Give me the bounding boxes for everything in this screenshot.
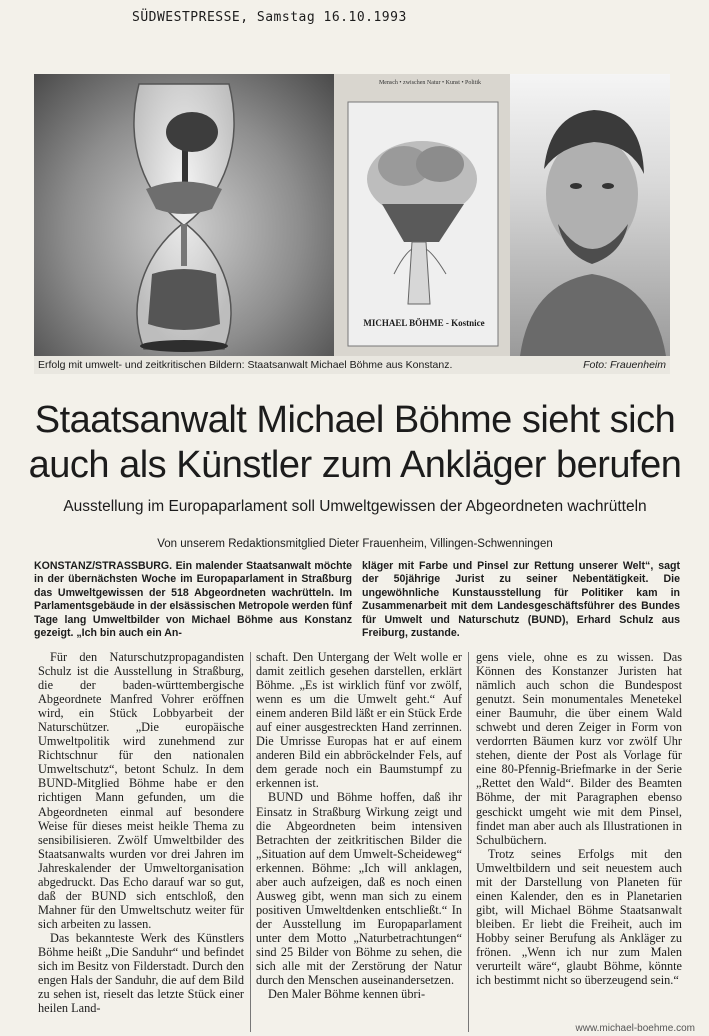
headline [20,398,690,488]
byline: Von unserem Redaktionsmitglied Dieter Frauenheim, Villingen-Schwenningen [157,538,553,550]
poster-graphic [334,74,510,356]
article-column-3 [476,650,682,1035]
photo-block [34,74,670,374]
photo-credit: Foto: Frauenheim [583,359,666,371]
column-3-paragraph: Trotz seines Erfolgs mit den Umweltbildern und seit neuestem auch mit der Darstellung von Planeten für einen Kalender, den es in Planetarien gibt, will Michael Böhme Staatsanwalt bleiben. Er liebt die Freiheit, auch im Hobby seiner Berufung als Ankläger zu frönen. „Wenn ich nur zum Malen verurteilt wäre“, glaubt Böhme, könnte ich bestimmt nicht so überzeugend sein.“ [476,846,682,988]
portrait-photo [510,74,670,356]
lead-right-text: kläger mit Farbe und Pinsel zur Rettung unserer Welt“, sagt der 50jährige Jurist zu seiner Nebentätigkeit. Die ungewöhnliche Kunstausstellung für Politiker kam in Zusammenarbeit mit dem Landesgeschäftsführer des Bundes für Umwelt und Naturschutz (BUND), Erhard Schulz aus Freiburg, zustande. [362,560,680,640]
photo-caption [34,359,670,375]
column-divider [468,652,469,1032]
poster-header: Mensch • zwischen Natur • Kunst • Politik [378,80,482,86]
portrait-icon [510,74,670,356]
caption-text: Erfolg mit umwelt- und zeitkritischen Bildern: Staatsanwalt Michael Böhme aus Konstanz. [38,359,453,371]
column-divider [250,652,251,1032]
lead-left-text: KONSTANZ/STRASSBURG. Ein malender Staatsanwalt möchte in der übernächsten Woche im Europaparlament in Straßburg das Umweltgewissen der 518 Abgeordneten wachrütteln. Im Parlamentsgebäude in der elsässischen Metropole werden fünf Tage lang Umweltbilder von Michael Böhme aus Konstanz gezeigt. „Ich bin auch ein An- [34,560,352,640]
article-column-1 [38,650,244,1035]
masthead-text: SÜDWESTPRESSE, Samstag 16.10.1993 [132,10,407,25]
article-column-2 [256,650,462,1035]
lead-paragraph-right [362,560,680,640]
poster-name: MICHAEL BÖHME - Kostnice [363,318,485,328]
exhibition-poster [334,74,510,356]
subheadline: Ausstellung im Europaparlament soll Umweltgewissen der Abgeordneten wachrütteln [63,498,647,515]
headline-line-1: Staatsanwalt Michael Böhme sieht sich [34,399,676,441]
headline-line-2: auch als Künstler zum Ankläger berufen [28,444,682,486]
column-2-paragraph: schaft. Den Untergang der Welt wolle er damit zeitlich gesehen darstellen, erklärt Böhme. „Es ist wirklich fünf vor zwölf, wenn es um die Umwelt geht.“ Auf einem anderen Bild läßt er ein Stück Erde auf einer ausgestreckten Hand zerrinnen. Die Umrisse Europas hat er auf einem anderen Bild ein abbröckelnder Fels, auf dem gerade noch ein Baumstumpf zu erkennen ist. [256,650,462,791]
column-2-paragraph: Den Maler Böhme kennen übri- [268,987,426,1002]
hourglass-painting [34,74,334,356]
column-3-paragraph: gens viele, ohne es zu wissen. Das Können des Konstanzer Juristen hat nämlich auch schon die Bundespost genutzt. Sein monumentales Menetekel einer Baumuhr, die über einem Wald schwebt und deren Zeiger in Form von verdorrten Bäumen kurz vor zwölf Uhr stehen, diente der Post als Vorlage für eine 80-Pfennig-Briefmarke in der Serie „Rettet den Wald“. Bilder des Beamten Böhme, der mit Paragraphen ebenso geschickt umgeht wie mit dem Pinsel, findet man aber auch als Illustrationen in Schulbüchern. [476,650,682,847]
lead-paragraph-left [34,560,352,640]
watermark: www.michael-boehme.com [575,1023,695,1034]
column-1-paragraph: Für den Naturschutzpropagandisten Schulz ist die Ausstellung in Straßburg, die der baden-württembergische Abgeordnete Manfred Vohrer eröffnen wird, ein Stück Lobbyarbeit der Naturschützer. „Die europäische Umweltpolitik wird zunehmend zur Richtschnur für den nationalen Umweltschutz“, betont Schulz. In dem BUND-Mitglied Böhme habe er den richtigen Mann gefunden, um die Abgeordneten einmal auf besondere Weise für dieses meist heikle Thema zu sensibilisieren. Zwölf Umweltbilder des Staatsanwalts wurden vor drei Jahren im Jahreskalender der Umweltorganisation abgedruckt. Das Echo darauf war so gut, daß der BUND sich entschloß, den Mahner für den Umweltschutz weiter für sich arbeiten zu lassen. [38,650,244,931]
hourglass-icon [34,74,334,356]
column-2-paragraph: BUND und Böhme hoffen, daß ihr Einsatz in Straßburg Wirkung zeigt und die Abgeordneten beim intensiven Betrachten der zeitkritischen Bilder die „Situation auf dem Umwelt-Scheideweg“ erkennen. Böhme: „Ich will anklagen, aber auch aufzeigen, daß es noch einen Ausweg gibt, wenn man sich zu einem positiven Umweltdenken entschließt.“ In der Ausstellung im Europaparlament unter dem Motto „Naturbetrachtungen“ sind 25 Bilder von Böhme zu sehen, die sich alle mit der Zerstörung der Natur durch den Menschen auseinandersetzen. [256,790,462,988]
column-1-paragraph: Das bekannteste Werk des Künstlers Böhme heißt „Die Sanduhr“ und befindet sich im Besitz von Filderstadt. Durch den engen Hals der Sanduhr, die auf dem Bild zu sehen ist, rieselt das letzte Stück einer heilen Land- [38,930,244,1016]
